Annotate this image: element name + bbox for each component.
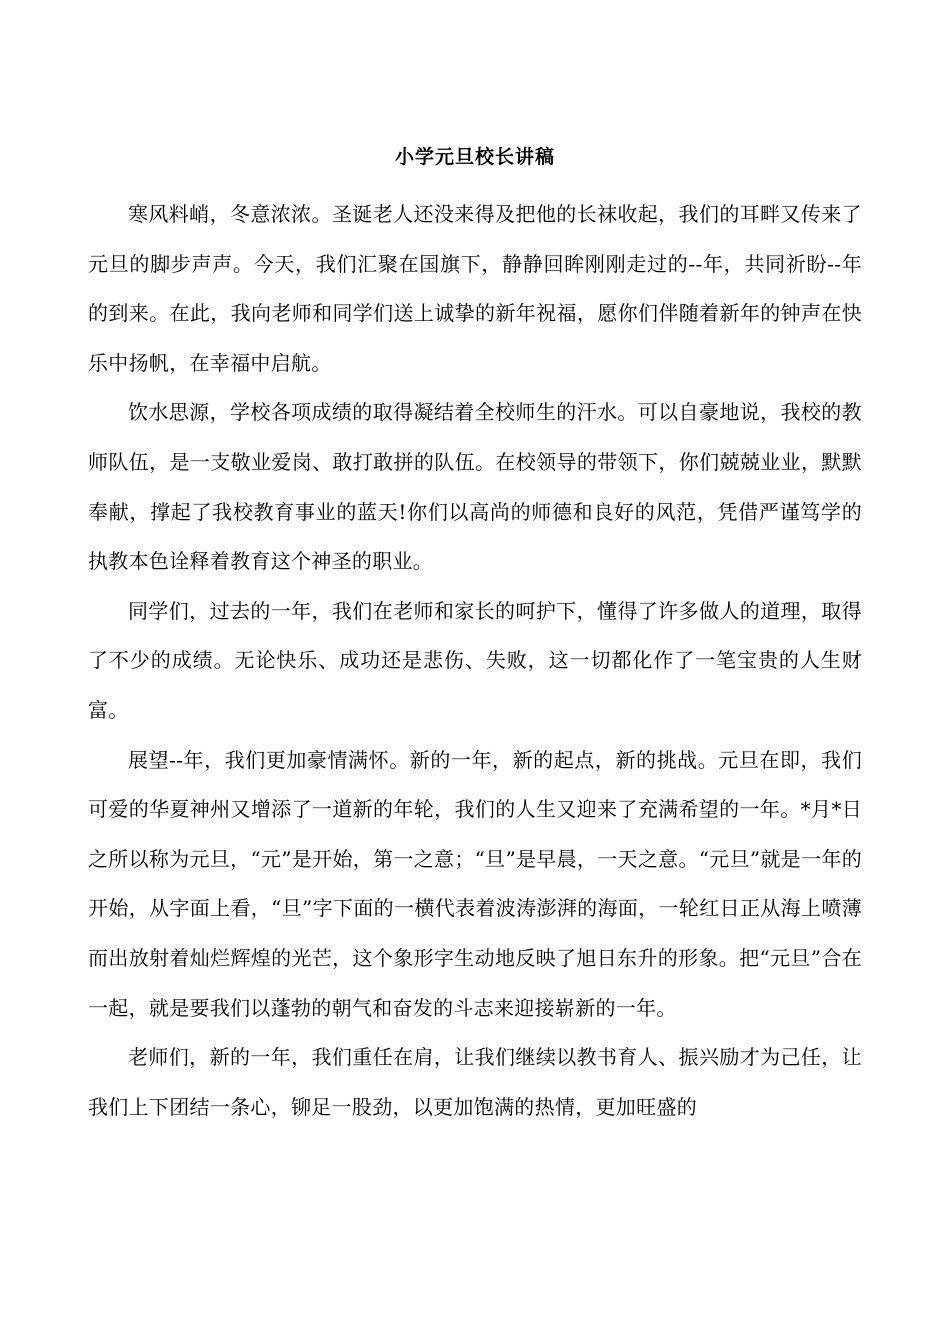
paragraph: 饮水思源，学校各项成绩的取得凝结着全校师生的汗水。可以自豪地说，我校的教师队伍，是一支敬业爱岗、敢打敢拼的队伍。在校领导的带领下，你们兢兢业业，默默奉献，撑起了我校教育事业的蓝天!你们以高尚的师德和良好的风范，凭借严谨笃学的执教本色诠释着教育这个神圣的职业。 — [88, 400, 862, 574]
document-body — [88, 190, 862, 1132]
paragraph: 老师们，新的一年，我们重任在肩，让我们继续以教书育人、振兴励才为己任，让我们上下团结一条心，铆足一股劲，以更加饱满的热情，更加旺盛的 — [88, 1045, 862, 1119]
paragraph: 展望--年，我们更加豪情满怀。新的一年，新的起点，新的挑战。元旦在即，我们可爱的华夏神州又增添了一道新的年轮，我们的人生又迎来了充满希望的一年。*月*日之所以称为元旦，“元”是开始，第一之意；“旦”是早晨，一天之意。“元旦”就是一年的开始，从字面上看，“旦”字下面的一横代表着波涛澎湃的海面，一轮红日正从海上喷薄而出放射着灿烂辉煌的光芒，这个象形字生动地反映了旭日东升的形象。把“元旦”合在一起，就是要我们以蓬勃的朝气和奋发的斗志来迎接崭新的一年。 — [88, 747, 862, 1020]
paragraph: 寒风料峭，冬意浓浓。圣诞老人还没来得及把他的长袜收起，我们的耳畔又传来了元旦的脚步声声。今天，我们汇聚在国旗下，静静回眸刚刚走过的--年，共同祈盼--年的到来。在此，我向老师和同学们送上诚挚的新年祝福，愿你们伴随着新年的钟声在快乐中扬帆，在幸福中启航。 — [88, 202, 862, 375]
document-title: 小学元旦校长讲稿 — [394, 146, 555, 168]
paragraph: 同学们，过去的一年，我们在老师和家长的呵护下，懂得了许多做人的道理，取得了不少的成绩。无论快乐、成功还是悲伤、失败，这一切都化作了一笔宝贵的人生财富。 — [88, 598, 862, 722]
